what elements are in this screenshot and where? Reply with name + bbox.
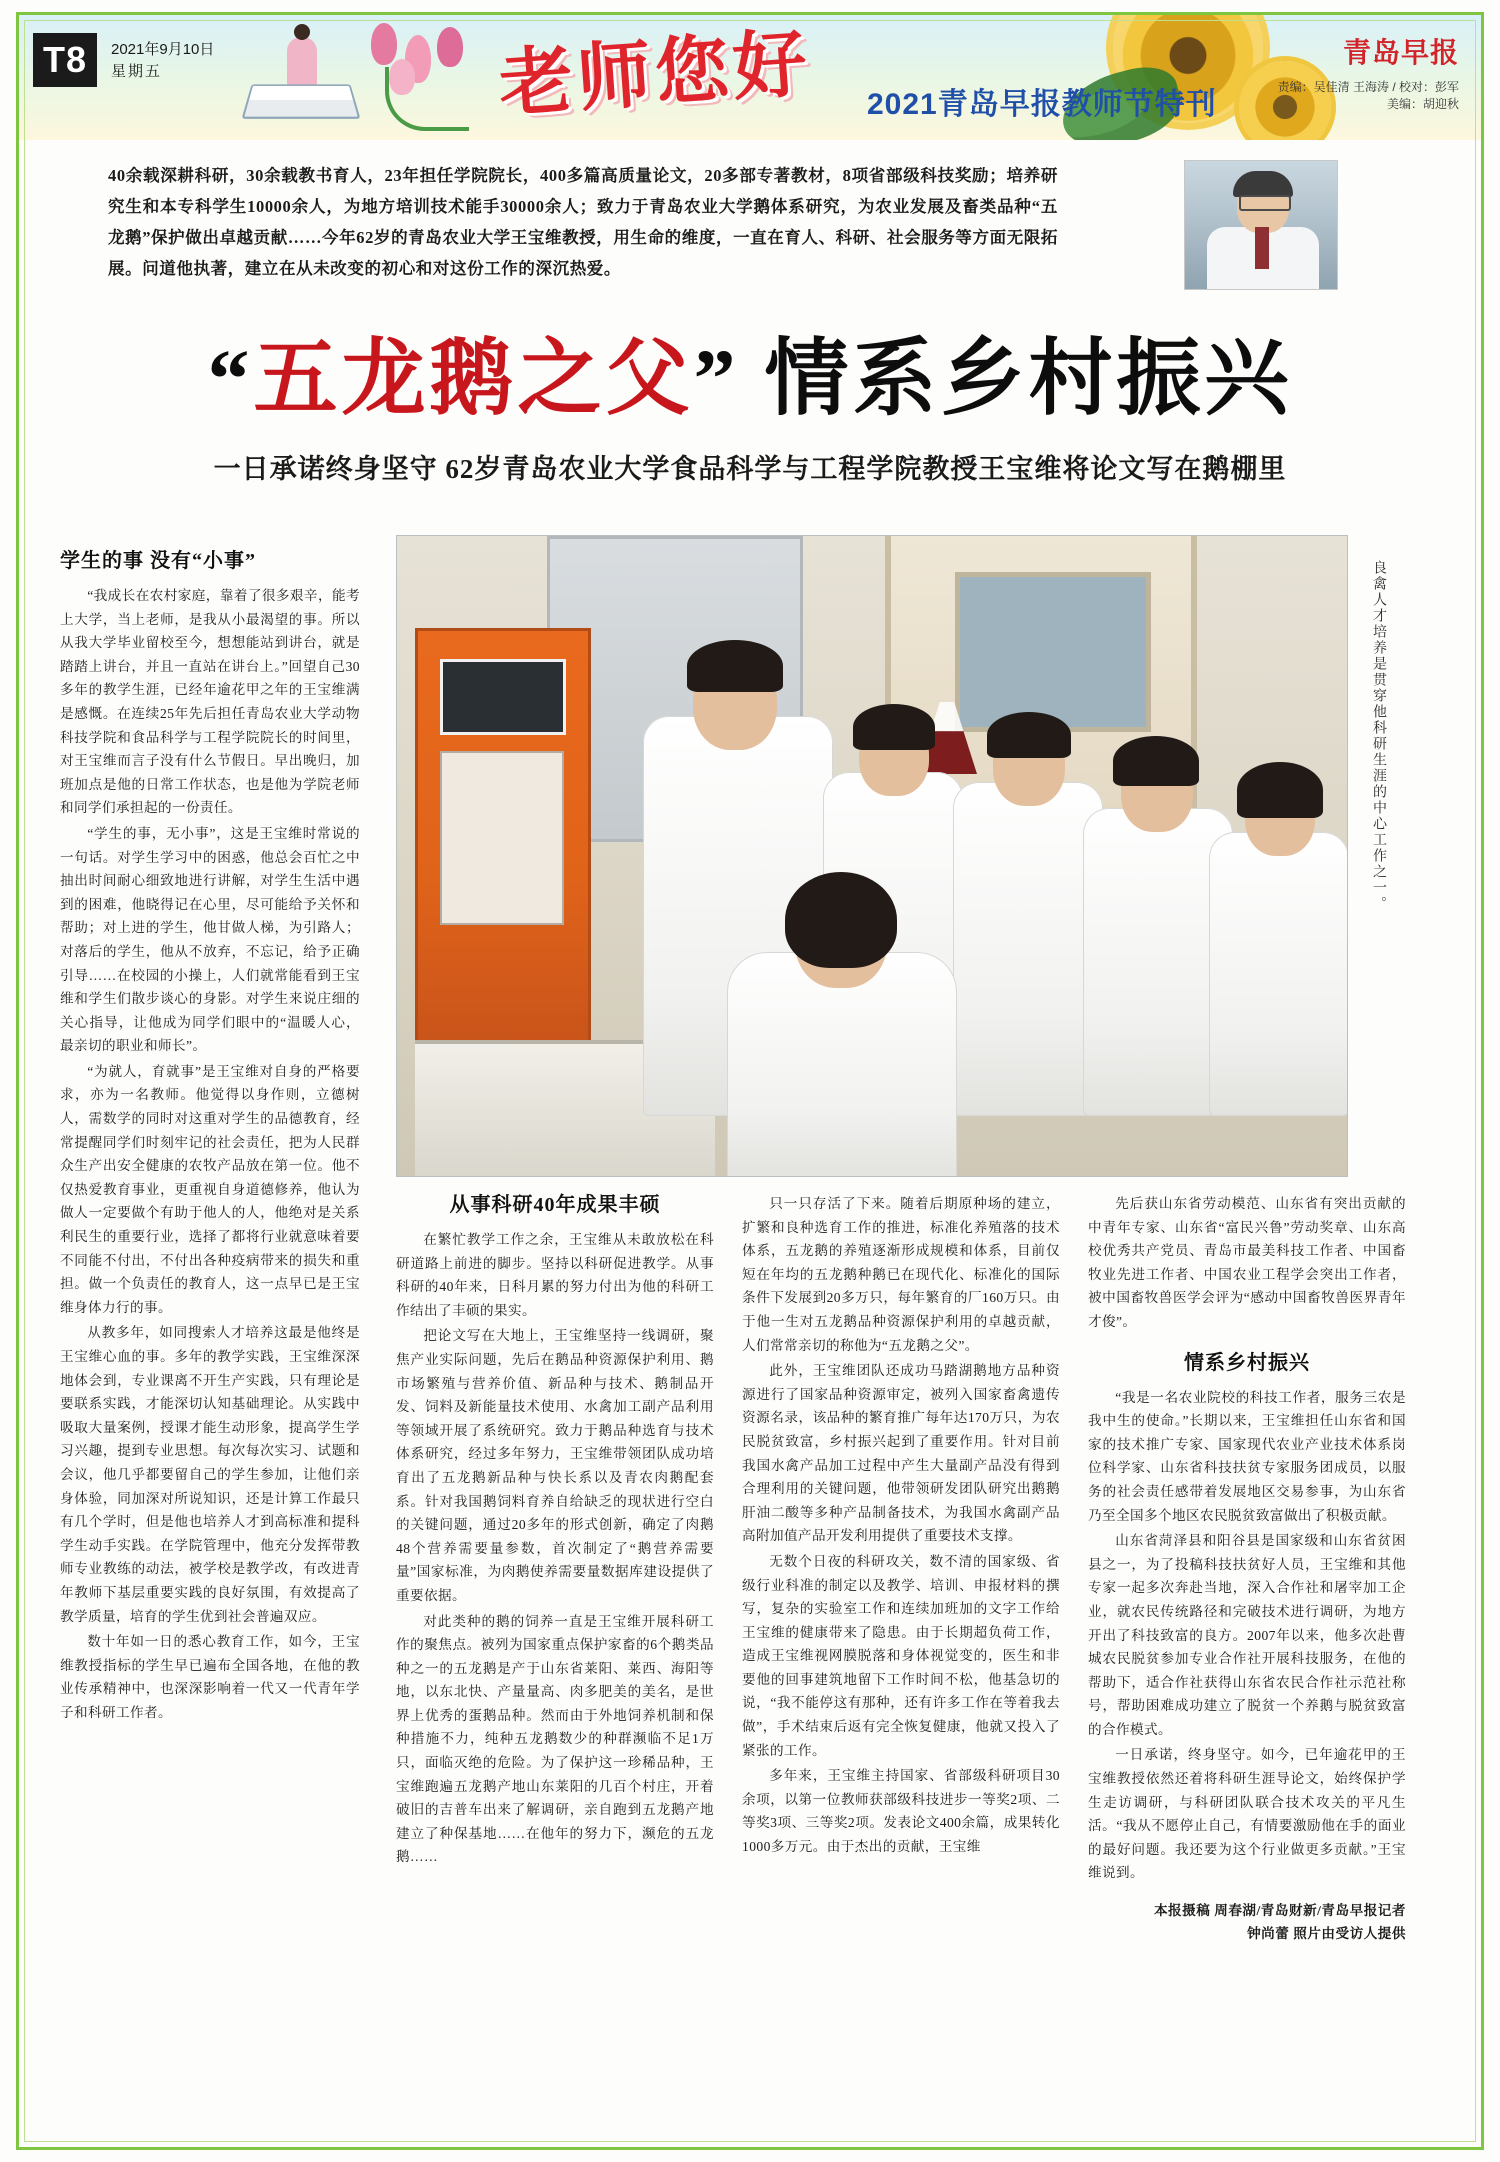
paragraph: 数十年如一日的悉心教育工作，如今，王宝维教授指标的学生早已遍布全国各地，在他的教业传承精神中，也深深影响着一代又一代青年学子和科研工作者。 [60, 1634, 360, 1720]
masthead-credits [1278, 79, 1459, 113]
flower-icon [389, 59, 415, 95]
lab-instrument [415, 628, 591, 1046]
paragraph: 对此类种的鹅的饲养一直是王宝维开展科研工作的聚焦点。被列为国家重点保护家畜的6个鹅类品种之一的五龙鹅是产于山东省莱阳、莱西、海阳等地，以东北快、产量量高、肉多肥美的美名，是世界上优秀的蛋鹅品种。然而由于外地饲养机制和保种措施不力，纯种五龙鹅数少的种群濒临不足1万只，面临灭绝的危险。为了保护这一珍稀品种，王宝维跑遍五龙鹅产地山东莱阳的几百个村庄，开着破旧的吉普车出来了解调研，亲自跑到五龙鹅产地建立了种保基地……在他年的努力下，濒危的五龙鹅…… [396, 1613, 714, 1865]
lead-text: 40余载深耕科研，30余载教书育人，23年担任学院院长，400多篇高质量论文，20多部专著教材，8项省部级科技奖励；培养研究生和本专科学生10000余人，为地方培训技术能手30000余人；致力于青岛农业大学鹅体系研究，为农业发展及畜类品种“五龙鹅”保护做出卓越贡献……今年62岁的青岛农业大学王宝维教授，用生命的维度，一直在育人、科研、社会服务等方面无限拓展。问道他执著，建立在从未改变的初心和对这份工作的深沉热爱。 [108, 166, 1058, 278]
date-line-2: 星期五 [111, 63, 163, 80]
door-window [955, 572, 1151, 732]
article-column-3 [742, 1192, 1060, 1861]
flowers-illustration-icon [371, 23, 491, 133]
paragraph: 从教多年，如同搜索人才培养这最是他终是王宝维心血的事。多年的教学实践，王宝维深深地体会到，专业课离不开生产实践，只有理论是要联系实践，才能深切认知基础理论。从实践中吸取大量案例，授课才能生动形象，提高学生学习兴趣，提到专业思想。每次每次实习、试题和会议，他几乎都要留自己的学生参加，让他们亲身体验，同加深对所说知识，还是计算工作最只有几个学时，但是他也培养人才到高标准和提科学生动手实践。在学院管理中，他充分发挥带教师专业教练的动法，被学校是教学改，有改进青年教师下基层重要实践的良好氛围，有效提高了教学质量，培育的学生优到社会普遍双应。 [60, 1325, 360, 1624]
headline-quote-open: “ [207, 333, 254, 426]
article-column-4 [1088, 1192, 1406, 1945]
headline-quote-close: ” [693, 333, 740, 426]
byline-line-2: 钟尚蕾 照片由受访人提供 [1247, 1926, 1406, 1942]
headline-main-black: 情系乡村振兴 [739, 333, 1293, 426]
paragraph: 一日承诺，终身坚守。如今，已年逾花甲的王宝维教授依然还着将科研生涯导论文，始终保护学生走访调研，与科研团队联合技术攻关的平凡生活。“我从不愿停止自己，有情要激励他在手的面业的最好问题。我还要为这个行业做更多贡献。”王宝维说到。 [1088, 1747, 1406, 1881]
paragraph: 只一只存活了下来。随着后期原种场的建立，扩繁和良种选育工作的推进，标准化养殖落的技术体系，五龙鹅的养殖逐渐形成规模和体系，目前仅短在年均的五龙鹅种鹅已在现代化、标准化的国际条件下发展到20多万只，每年繁育的厂160万只。由于他一生对五龙鹅品种资源保护利用的卓越贡献，人们常常亲切的称他为“五龙鹅之父”。 [742, 1196, 1060, 1353]
person-coat [1209, 832, 1348, 1116]
masthead-title [496, 23, 859, 130]
main-photo [396, 535, 1348, 1177]
section-heading-1: 学生的事 没有“小事” [60, 550, 256, 572]
person-hair [1113, 736, 1199, 786]
article-column-1 [60, 548, 360, 1727]
paragraph: 无数个日夜的科研攻关，数不清的国家级、省级行业科准的制定以及教学、培训、申报材料的撰写，复杂的实验室工作和连续加班加的文字工作给王宝维的健康带来了隐患。由于长期超负荷工作，造成王宝维视网膜脱落和身体视觉变的，医生和非要他的回事建筑地留下工作时间不松，他基急切的说，“我不能停这有那种，还有许多工作在等着我去做”，手术结束后返有完全恢复健康，他就又投入了紧张的工作。 [742, 1553, 1060, 1758]
section-heading-3: 情系乡村振兴 [1184, 1351, 1310, 1374]
flower-icon [437, 27, 463, 67]
masthead-title-text: 老师您好 [496, 23, 814, 127]
photo-caption: 良禽人才培养是贯穿他科研生涯的中心工作之一。 [1371, 560, 1386, 912]
paragraph: 此外，王宝维团队还成功马踏湖鹅地方品种资源进行了国家品种资源审定，被列入国家畜禽遗传资源名录，该品种的繁育推广每年达170万只，为农民脱贫致富，乡村振兴起到了重要作用。针对目前我国水禽产品加工过程中产生大量副产品没有得到合理利用的关键问题，他带领研发团队研究出鹅鹅肝油二酸等多种产品制备技术，为我国水禽副产品高附加值产品开发利用提供了重要技术支撑。 [742, 1363, 1060, 1544]
byline-line-1: 本报摄稿 周春湖/青岛财新/青岛早报记者 [1153, 1903, 1406, 1919]
books-illustration-icon [247, 35, 357, 125]
page-title [60, 332, 1440, 428]
paragraph: 山东省菏泽县和阳谷县是国家级和山东省贫困县之一，为了投稿科技扶贫好人员，王宝维和其他专家一起多次奔赴当地，深入合作社和屠宰加工企业，就农民传统路径和完破技术进行调研，为地方开出了科技致富的良方。2007年以来，他多次赴曹城农民脱贫参加专业合作社开展科技服务，在他的帮助下，适合作社获得山东省农民合作社示范社称号，帮助困难成功建立了脱贫一个养鹅与脱贫致富的合作模式。 [1088, 1533, 1406, 1737]
portrait-photo [1184, 160, 1338, 290]
credits-line-2: 美编：胡迎秋 [1386, 97, 1459, 111]
glasses-icon [1239, 195, 1291, 211]
instrument-screen [440, 659, 566, 735]
paragraph: 在繁忙教学工作之余，王宝维从未敢放松在科研道路上前进的脚步。坚持以科研促进教学。从事科研的40年来，日科月累的努力付出为他的科研工作结出了丰硕的果实。 [396, 1232, 714, 1318]
person-hair [785, 872, 897, 968]
date-line-1: 2021年9月10日 [111, 41, 215, 58]
person-coat [953, 782, 1103, 1116]
person-hair [687, 640, 783, 692]
paragraph: “我成长在农村家庭，靠着了很多艰辛，能考上大学，当上老师，是我从小最渴望的事。所以从我大学毕业留校至今，想想能站到讲台，就是踏踏上讲台，并且一直站在讲台上。”回望自己30多年的教学生涯，已经年逾花甲之年的王宝维满是感慨。在连续25年先后担任青岛农业大学动物科技学院和食品科学与工程学院院长的时间里，对王宝维而言子没有什么节假日。早出晚归，加班加点是他的日常工作状态，也是他为学院老师和同学们承担起的一份责任。 [60, 588, 360, 816]
article-column-2 [396, 1192, 714, 1871]
portrait-tie [1255, 227, 1269, 269]
publication-date [111, 39, 214, 83]
paragraph: “学生的事，无小事”，这是王宝维时常说的一句话。对学生学习中的困惑，他总会百忙之中抽出时间耐心细致地进行讲解，对学生生活中遇到的困难，他晓得记在心里，尽可能给予关怀和帮助；对上进的学生，他甘做人梯，为引路人；对落后的学生，他从不放弃，不忘记，给予正确引导……在校园的小操上，人们就常能看到王宝维和学生们散步谈心的身影。对学生来说庄细的关心指导，让他成为同学们眼中的“温暖人心，最亲切的职业和师长”。 [60, 825, 360, 1054]
brand-name: 青岛早报 [1342, 37, 1459, 68]
brand-block [1278, 31, 1459, 113]
page-subtitle: 一日承诺终身坚守 62岁青岛农业大学食品科学与工程学院教授王宝维将论文写在鹅棚里 [213, 454, 1287, 484]
masthead [19, 15, 1481, 140]
flower-icon [371, 23, 397, 65]
paragraph: “为就人，育就事”是王宝维对自身的严格要求，亦为一名教师。他觉得以身作则，立德树人，需数学的同时对这重对学生的品德教育，经常提醒同学们时刻牢记的社会责任，把为人民群众生产出安全健康的农牧产品放在第一位。他不仅热爱教育事业，更重视自身道德修养，他认为做人一定要做个有助于他人的人，他绝对是关系利民生的重要行业，选择了都将行业就意味着要不同能不付出，不付出各种疫病带来的损失和重担。做一个负责任的教育人，这一点早已是王宝维身体力行的事。 [60, 1063, 360, 1315]
headline-main-red: 五龙鹅之父 [253, 333, 694, 426]
person-hair [1237, 762, 1323, 818]
paragraph: 先后获山东省劳动模范、山东省有突出贡献的中青年专家、山东省“富民兴鲁”劳动奖章、山东高校优秀共产党员、青岛市最美科技工作者、中国畜牧业先进工作者、中国农业工程学会突出工作者，被中国畜牧兽医学会评为“感动中国畜牧兽医界青年才俊”。 [1088, 1196, 1406, 1329]
person-hair [987, 712, 1071, 758]
paragraph: 把论文写在大地上，王宝维坚持一线调研，聚焦产业实际问题，先后在鹅品种资源保护利用、鹅市场繁殖与营养价值、新品种与技术、鹅制品开发、饲料及新能量技术使用、水禽加工副产品利用等领域开展了系统研究。致力于鹅品种选育与技术体系研究，经过多年努力，王宝维带领团队成功培育出了五龙鹅新品种与快长系以及青农肉鹅配套系。针对我国鹅饲料育养自给缺乏的现状进行空白的关键问题，通过20多年的形式创新，确定了肉鹅48个营养需要量参数，首次制定了“鹅营养需要量”国家标准，为肉鹅使养需要量数据库建设提供了重要依据。 [396, 1328, 714, 1603]
person-hair [853, 704, 935, 750]
section-heading-2: 从事科研40年成果丰硕 [449, 1194, 661, 1216]
open-book-icon [241, 84, 360, 118]
article-byline [1088, 1899, 1406, 1945]
credits-line-1: 责编：吴佳清 王海涛 / 校对：彭军 [1277, 80, 1459, 94]
student-figure-icon [287, 37, 317, 89]
portrait-hair [1233, 171, 1293, 197]
lead-block [108, 160, 1338, 284]
paragraph: “我是一名农业院校的科技工作者，服务三农是我中生的使命。”长期以来，王宝维担任山东省和国家的技术推广专家、国家现代农业产业技术体系岗位科学家、山东省科技扶贫专家服务团成员，以服务的社会责任感带着发展地区交易参事，为山东省乃至全国多个地区农民脱贫致富做出了积极贡献。 [1088, 1389, 1406, 1523]
page-code: T8 [33, 33, 97, 87]
paragraph: 多年来，王宝维主持国家、省部级科研项目30余项，以第一位教师获部级科技进步一等奖2项、二等奖3项、三等奖2项。发表论文400余篇，成果转化1000多万元。由于杰出的贡献，王宝维 [742, 1768, 1060, 1855]
masthead-subtitle: 2021青岛早报教师节特刊 [867, 88, 1217, 121]
instrument-panel [440, 751, 564, 925]
